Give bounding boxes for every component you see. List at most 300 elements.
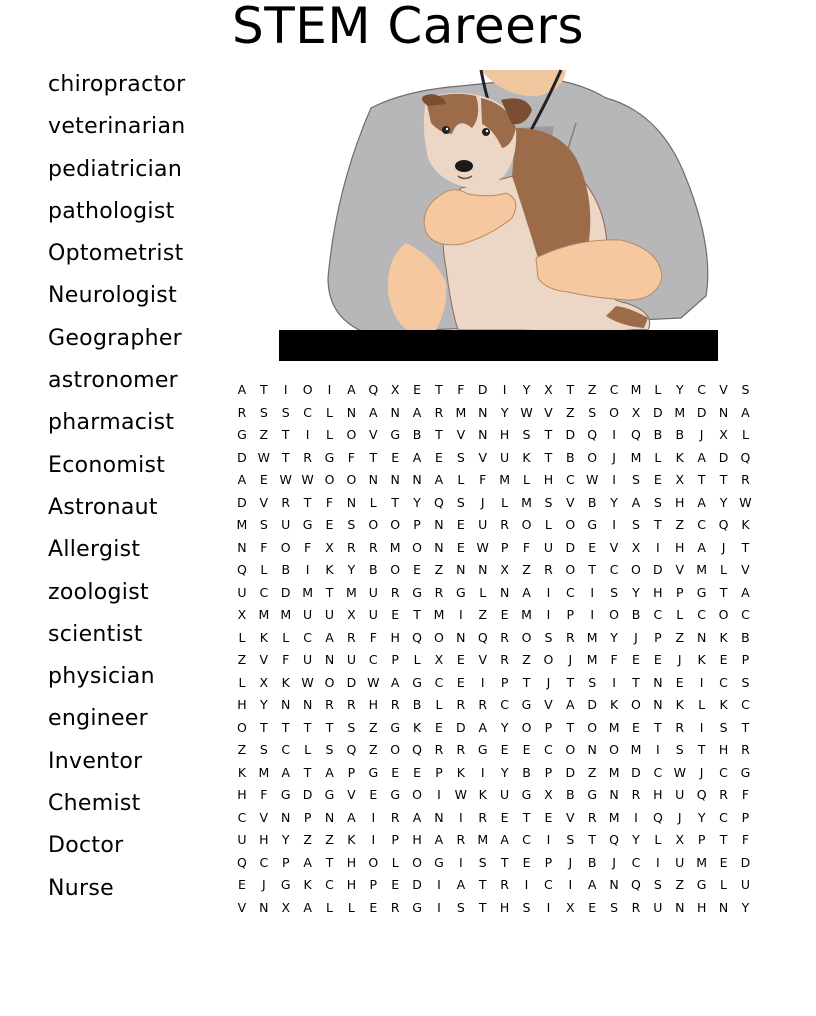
grid-letter: X	[566, 899, 575, 915]
grid-letter: M	[630, 382, 642, 397]
grid-letter: A	[325, 629, 334, 645]
grid-letter: A	[587, 877, 597, 892]
grid-letter: B	[587, 494, 597, 510]
grid-letter: Q	[587, 427, 598, 442]
grid-letter: Y	[522, 382, 531, 397]
grid-letter: G	[302, 517, 313, 532]
grid-letter: A	[478, 719, 488, 735]
word-search-grid	[231, 379, 756, 919]
grid-letter: E	[632, 652, 640, 667]
grid-row	[231, 582, 756, 605]
grid-letter: C	[609, 562, 619, 577]
grid-letter: O	[609, 742, 619, 757]
grid-letter: M	[674, 404, 686, 420]
grid-row	[231, 784, 756, 807]
grid-letter: Y	[260, 697, 268, 712]
grid-letter: S	[588, 404, 597, 420]
exam-table	[279, 330, 718, 361]
grid-letter: M	[521, 607, 532, 622]
grid-letter: U	[653, 899, 663, 915]
grid-letter: C	[653, 607, 663, 622]
grid-letter: E	[456, 652, 465, 667]
grid-letter: J	[612, 854, 616, 870]
grid-letter: A	[434, 832, 444, 847]
grid-letter: P	[654, 629, 662, 645]
grid-letter: T	[303, 764, 312, 780]
grid-letter: O	[346, 472, 357, 487]
grid-letter: L	[654, 382, 662, 397]
grid-letter: V	[259, 652, 269, 667]
grid-letter: K	[237, 764, 247, 780]
grid-letter: T	[260, 382, 268, 397]
grid-letter: O	[368, 517, 379, 532]
grid-letter: G	[412, 584, 422, 600]
grid-letter: P	[544, 764, 553, 780]
grid-letter: Z	[237, 742, 247, 757]
grid-letter: N	[478, 404, 488, 420]
grid-letter: S	[456, 494, 465, 510]
grid-letter: R	[390, 899, 400, 915]
grid-letter: M	[258, 607, 270, 622]
grid-letter: T	[544, 427, 553, 442]
grid-letter: E	[435, 719, 443, 735]
grid-letter: R	[587, 809, 597, 825]
grid-letter: G	[434, 854, 444, 870]
grid-letter: R	[478, 809, 488, 825]
grid-letter: J	[612, 449, 616, 465]
grid-letter: D	[631, 764, 641, 780]
grid-letter: O	[565, 517, 576, 532]
grid-letter: T	[654, 719, 662, 735]
grid-letter: A	[325, 764, 334, 780]
word-list-item: Doctor	[48, 833, 124, 859]
grid-letter: D	[565, 539, 576, 555]
grid-letter: H	[368, 697, 378, 712]
grid-row	[231, 424, 756, 447]
grid-letter: H	[499, 899, 510, 915]
grid-letter: Z	[259, 427, 269, 442]
grid-letter: E	[632, 719, 640, 735]
grid-letter: M	[586, 652, 598, 667]
grid-letter: W	[476, 539, 489, 555]
grid-letter: L	[391, 854, 399, 870]
grid-letter: R	[281, 494, 291, 510]
grid-row	[231, 807, 756, 830]
grid-row	[231, 514, 756, 537]
grid-letter: T	[741, 719, 750, 735]
grid-letter: A	[347, 382, 356, 397]
grid-letter: K	[347, 832, 356, 847]
grid-letter: X	[390, 382, 400, 397]
grid-letter: I	[305, 562, 310, 577]
grid-letter: C	[237, 809, 247, 825]
grid-letter: F	[479, 472, 487, 487]
grid-letter: S	[544, 494, 553, 510]
grid-letter: K	[609, 697, 619, 712]
grid-letter: T	[325, 719, 334, 735]
grid-letter: J	[546, 674, 551, 690]
grid-letter: L	[413, 652, 421, 667]
grid-letter: L	[457, 472, 465, 487]
grid-letter: O	[587, 719, 598, 735]
grid-letter: T	[391, 494, 399, 510]
grid-letter: I	[568, 877, 573, 892]
grid-letter: H	[543, 472, 554, 487]
grid-letter: L	[326, 404, 333, 420]
grid-letter: R	[456, 742, 466, 757]
grid-letter: T	[303, 494, 312, 510]
grid-letter: H	[346, 854, 357, 870]
grid-letter: F	[522, 539, 531, 555]
grid-letter: A	[697, 449, 706, 465]
grid-letter: N	[609, 787, 619, 802]
grid-letter: D	[653, 562, 663, 577]
grid-letter: Y	[500, 764, 509, 780]
grid-letter: O	[390, 517, 401, 532]
grid-letter: N	[718, 899, 729, 915]
grid-letter: N	[434, 517, 444, 532]
grid-letter: Q	[368, 382, 379, 397]
grid-letter: R	[544, 562, 553, 577]
grid-letter: T	[697, 472, 706, 487]
grid-letter: W	[586, 472, 599, 487]
grid-letter: L	[741, 427, 749, 442]
grid-letter: Q	[412, 629, 422, 645]
grid-letter: R	[390, 584, 400, 600]
grid-letter: P	[369, 877, 378, 892]
grid-letter: I	[699, 719, 704, 735]
grid-letter: J	[261, 877, 266, 892]
grid-letter: G	[521, 787, 532, 802]
grid-letter: D	[565, 427, 576, 442]
grid-letter: N	[259, 899, 269, 915]
grid-letter: A	[697, 539, 706, 555]
grid-letter: O	[346, 427, 357, 442]
grid-letter: S	[719, 719, 728, 735]
grid-letter: T	[588, 832, 597, 847]
grid-letter: U	[500, 449, 510, 465]
grid-letter: P	[500, 539, 509, 555]
grid-letter: T	[588, 562, 597, 577]
grid-letter: O	[631, 562, 641, 577]
grid-letter: C	[719, 674, 728, 690]
grid-letter: W	[301, 674, 314, 690]
grid-letter: Y	[697, 809, 706, 825]
grid-letter: R	[390, 697, 400, 712]
grid-letter: S	[653, 494, 662, 510]
grid-letter: R	[390, 809, 400, 825]
word-list-item: Chemist	[48, 791, 141, 817]
grid-letter: L	[698, 697, 706, 712]
grid-letter: B	[412, 697, 422, 712]
grid-letter: T	[478, 877, 487, 892]
grid-letter: K	[719, 629, 728, 645]
grid-letter: P	[435, 764, 443, 780]
grid-letter: H	[675, 494, 685, 510]
grid-letter: R	[434, 742, 444, 757]
grid-letter: Q	[631, 877, 641, 892]
grid-letter: I	[546, 899, 551, 915]
grid-letter: P	[741, 809, 750, 825]
grid-letter: W	[367, 674, 380, 690]
grid-letter: D	[587, 697, 598, 712]
grid-letter: R	[478, 697, 488, 712]
grid-letter: Z	[369, 719, 378, 735]
grid-letter: D	[280, 584, 291, 600]
grid-letter: A	[741, 584, 750, 600]
grid-letter: P	[391, 652, 399, 667]
grid-letter: I	[612, 472, 616, 487]
grid-letter: H	[259, 832, 269, 847]
grid-letter: D	[565, 764, 576, 780]
grid-letter: B	[566, 787, 575, 802]
grid-letter: G	[390, 719, 401, 735]
grid-letter: V	[478, 449, 488, 465]
grid-letter: B	[522, 764, 531, 780]
grid-letter: Q	[696, 787, 707, 802]
grid-letter: M	[608, 719, 620, 735]
grid-letter: A	[631, 494, 641, 510]
grid-letter: X	[500, 562, 509, 577]
grid-letter: A	[434, 472, 444, 487]
grid-letter: T	[281, 427, 290, 442]
grid-letter: O	[565, 742, 576, 757]
grid-letter: C	[522, 832, 531, 847]
grid-letter: T	[544, 449, 553, 465]
grid-letter: J	[677, 809, 682, 825]
grid-letter: V	[369, 427, 378, 442]
grid-letter: N	[434, 809, 444, 825]
grid-letter: L	[260, 562, 268, 577]
grid-letter: S	[632, 517, 640, 532]
grid-letter: O	[390, 562, 401, 577]
grid-letter: N	[237, 539, 247, 555]
grid-letter: L	[720, 877, 728, 892]
grid-letter: E	[369, 787, 378, 802]
grid-row	[231, 897, 756, 920]
grid-letter: S	[325, 742, 334, 757]
grid-letter: Z	[566, 404, 575, 420]
grid-letter: A	[500, 832, 509, 847]
grid-letter: E	[522, 854, 531, 870]
grid-letter: S	[281, 404, 290, 420]
grid-letter: Q	[477, 629, 488, 645]
grid-letter: A	[697, 494, 706, 510]
grid-row	[231, 829, 756, 852]
grid-letter: P	[544, 719, 553, 735]
grid-letter: Q	[346, 742, 357, 757]
grid-letter: I	[459, 854, 463, 870]
grid-row	[231, 537, 756, 560]
grid-letter: U	[675, 787, 685, 802]
grid-row	[231, 694, 756, 717]
grid-letter: C	[325, 877, 334, 892]
grid-letter: Y	[610, 629, 618, 645]
grid-letter: A	[522, 584, 531, 600]
grid-letter: V	[237, 899, 247, 915]
grid-letter: Z	[325, 832, 334, 847]
grid-letter: Y	[675, 382, 684, 397]
grid-letter: O	[280, 539, 291, 555]
grid-letter: T	[654, 517, 662, 532]
grid-letter: M	[455, 404, 467, 420]
grid-letter: T	[719, 472, 728, 487]
grid-letter: U	[237, 584, 247, 600]
grid-letter: K	[741, 517, 750, 532]
grid-letter: C	[500, 697, 509, 712]
grid-letter: X	[325, 539, 334, 555]
grid-letter: O	[412, 787, 422, 802]
grid-letter: C	[259, 584, 269, 600]
grid-letter: H	[499, 427, 510, 442]
grid-letter: N	[587, 742, 597, 757]
grid-letter: M	[302, 584, 314, 600]
grid-letter: D	[237, 494, 247, 510]
grid-letter: J	[568, 854, 573, 870]
grid-letter: E	[500, 607, 509, 622]
grid-letter: A	[303, 854, 312, 870]
grid-letter: D	[718, 449, 729, 465]
grid-letter: R	[500, 877, 509, 892]
grid-letter: Y	[741, 899, 750, 915]
grid-letter: Y	[500, 719, 509, 735]
grid-letter: H	[653, 584, 663, 600]
grid-letter: A	[741, 404, 750, 420]
grid-letter: X	[347, 607, 356, 622]
grid-letter: I	[656, 742, 660, 757]
grid-letter: U	[675, 854, 685, 870]
grid-row	[231, 559, 756, 582]
grid-letter: F	[741, 832, 750, 847]
grid-letter: G	[587, 517, 598, 532]
grid-letter: T	[325, 584, 334, 600]
grid-letter: N	[696, 629, 707, 645]
grid-letter: G	[412, 674, 422, 690]
grid-letter: Y	[281, 832, 290, 847]
grid-letter: I	[524, 877, 529, 892]
grid-letter: A	[237, 382, 247, 397]
word-list-item: pathologist	[48, 198, 175, 224]
grid-letter: V	[544, 697, 553, 712]
grid-letter: V	[719, 382, 728, 397]
grid-letter: W	[301, 472, 314, 487]
grid-letter: W	[673, 764, 686, 780]
grid-letter: D	[237, 449, 247, 465]
grid-letter: S	[456, 899, 465, 915]
grid-letter: M	[389, 539, 401, 555]
grid-letter: O	[412, 854, 422, 870]
grid-letter: I	[371, 809, 376, 825]
grid-letter: E	[522, 742, 531, 757]
grid-letter: E	[500, 809, 509, 825]
grid-letter: A	[303, 899, 312, 915]
grid-letter: N	[390, 472, 400, 487]
grid-letter: C	[697, 607, 707, 622]
grid-letter: H	[675, 539, 685, 555]
grid-letter: X	[237, 607, 247, 622]
grid-letter: T	[303, 719, 312, 735]
word-list-item: astronomer	[48, 368, 179, 394]
grid-letter: C	[741, 697, 750, 712]
grid-letter: H	[390, 629, 400, 645]
grid-letter: N	[434, 539, 444, 555]
grid-letter: M	[236, 517, 248, 532]
grid-letter: K	[675, 449, 684, 465]
grid-letter: B	[587, 854, 597, 870]
grid-letter: U	[500, 787, 510, 802]
grid-row	[231, 649, 756, 672]
grid-row	[231, 469, 756, 492]
grid-letter: M	[477, 832, 489, 847]
grid-letter: K	[522, 449, 531, 465]
grid-letter: R	[368, 539, 378, 555]
grid-letter: O	[587, 449, 598, 465]
grid-letter: E	[653, 652, 662, 667]
grid-letter: S	[588, 674, 597, 690]
grid-letter: K	[675, 697, 684, 712]
grid-letter: P	[675, 584, 684, 600]
word-list-item: physician	[48, 664, 155, 690]
grid-letter: E	[259, 472, 268, 487]
grid-letter: V	[347, 787, 356, 802]
grid-letter: Y	[500, 404, 509, 420]
grid-letter: H	[237, 697, 247, 712]
word-list-item: Neurologist	[48, 283, 177, 309]
grid-letter: U	[237, 832, 247, 847]
grid-letter: M	[608, 809, 620, 825]
grid-letter: T	[260, 719, 268, 735]
grid-letter: I	[480, 674, 485, 690]
grid-letter: O	[521, 719, 532, 735]
grid-letter: T	[719, 584, 728, 600]
grid-letter: H	[412, 832, 422, 847]
grid-letter: F	[325, 494, 334, 510]
grid-letter: G	[324, 787, 335, 802]
grid-letter: T	[741, 539, 750, 555]
grid-letter: V	[456, 427, 466, 442]
grid-letter: U	[303, 607, 313, 622]
grid-letter: T	[719, 832, 728, 847]
grid-letter: C	[565, 584, 575, 600]
grid-letter: C	[544, 877, 553, 892]
grid-letter: D	[740, 854, 751, 870]
grid-letter: O	[718, 607, 729, 622]
grid-letter: B	[369, 562, 378, 577]
grid-letter: T	[435, 382, 443, 397]
grid-letter: I	[656, 854, 660, 870]
grid-letter: G	[280, 787, 291, 802]
grid-letter: R	[237, 404, 247, 420]
grid-letter: I	[612, 427, 616, 442]
grid-letter: R	[347, 697, 356, 712]
grid-letter: U	[281, 517, 291, 532]
grid-letter: Z	[522, 652, 531, 667]
grid-letter: H	[346, 877, 357, 892]
grid-letter: L	[326, 899, 333, 915]
grid-letter: N	[478, 427, 488, 442]
grid-letter: N	[609, 877, 619, 892]
word-list-item: Geographer	[48, 325, 183, 351]
grid-letter: N	[412, 472, 422, 487]
grid-letter: R	[719, 787, 728, 802]
grid-letter: R	[741, 472, 750, 487]
grid-letter: Z	[675, 629, 685, 645]
grid-letter: E	[391, 607, 400, 622]
grid-letter: C	[653, 764, 663, 780]
grid-letter: E	[719, 854, 728, 870]
grid-letter: R	[303, 449, 312, 465]
grid-letter: B	[412, 427, 422, 442]
